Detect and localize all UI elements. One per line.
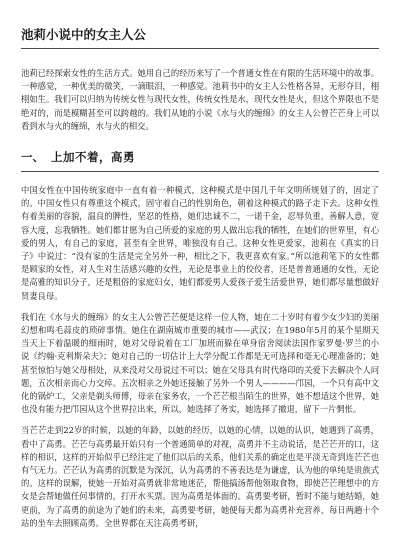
section-heading (21, 150, 379, 172)
section-number: 一、 (21, 150, 44, 165)
body-paragraph: 当芒芒走到22岁的时候，以她的年龄，以她的经历，以她的心情，以她的认识，她遇到了高勇，看中了高勇。芒芒与高勇最开始只有一个普通简单的对视，高勇并不主动说话，是芒芒开的口，这样的相识，这样的开始似乎已经注定了他们以后的关系，他们关系的确定也是平淡无奇到连芒芒也有气无力。芒芒认为高勇的沉默是为深沉，认为高勇的不善表达是为谦虚，认为他的单纯是贵族式的。这样的误解，使她一开始对高勇就非常地迷茫，帮他搞汤帮他领取食物，即使芒芒理想中的方女是会帮她做任何事情的，打开水买票。因为高勇是体面的。高勇要考研，暂时不能与她结婚，她更前，为了高勇的前途为了她们的未来，高勇要考研，她便每天都为高勇补充营养，每日两趟十个站的坐车去照顾高勇。全世界都在天注高勇考研， (21, 425, 379, 528)
body-paragraph: 中国女性在中国传统家庭中一直有着一种模式，这种模式是中国几千年文明所规划了的，固定了的。中国女性只有尊重这个模式，固守着自己的性别角色，朝着这种模式的路子走下去。这种女性有着美丽的容貌，温良的脾性，坚忍的性格，她们忠诚不二，一诺千金，忍辱负重，善解人意，宽容大度，忘我牺牲。她们都甘愿为自己所爱的家庭的男人做出忘我的牺牲，在她们的世界里，有心爱的男人，有自己的家庭，甚至有全世界，唯独没有自己。这种女性更爱家，池莉在《真实的日子》中说过：“没有家的生活是完全另外一种，相比之下，我更喜欢有家。”所以池莉笔下的女性都是顾家的女性，对人生对生活感兴趣的女性，无论是事业上的佼佼者，还是普普通通的女性，无论是高雅的知识分子，还是粗俗的家庭妇女，她们都爱男人爱孩子爱生活爱世界，她们都尽量想做好贤妻良母。 (21, 185, 379, 301)
body-paragraph: 我们在《水与火的缠绵》的女主人公曾芒芒便是这样一位人物，她在二十岁时有着少女少妇的美丽幻想和鸣毛蒜皮的琐碎事情。她住在湖南城市重要的城市——武汉；在1980年5月的某个星期天当天上下着温暖的细雨时，她对父母说着在工厂加班而躲在单身宿舍阅读法国作家罗曼·罗兰的小说《约翰·克利斯朵夫》；她对自己的一切估计上大学分配工作都是无可选择和毫无心理准备的；她甚至惊怕与她父母相处，从来没对父母说过不可以；她在父母具有时代烙印的关爱下去解决个人问题，五次相亲而心力交瘁。五次相亲之外她还接触了另外一个男人————邝园，一个只有高中文化的锅炉工，父亲是剃头师傅，母亲在家务农，一个芒芒根当陌生的世界，她不想适这个世界，她也没有能力把邝园从这个世界拉出来，所以，她选择了务实，她选择了撤退，留下一片惘怅。 (21, 311, 379, 415)
section-heading-text: 上加不着，高勇 (51, 150, 135, 165)
intro-paragraph: 池莉已经探索女性的生活方式。她用自己的经历来写了一个普通女性在有限的生活环境中的故事。一种感觉，一种优美的微笑，一滴眼泪，一种感觉。池莉书中的女主人公性格各异，无形夺目，栩栩如生。我们可以归纳为传统女性与现代女性，传统女性是水，现代女性是火，但这个界限也不是绝对的，而是模糊甚至可以跨越的。我们从她的小说《水与火的缠绵》的女主人公曾芒芒身上可以看到水与火的缠绵，水与火的相交。 (21, 68, 379, 131)
document-title: 池莉小说中的女主人公 (21, 27, 379, 49)
